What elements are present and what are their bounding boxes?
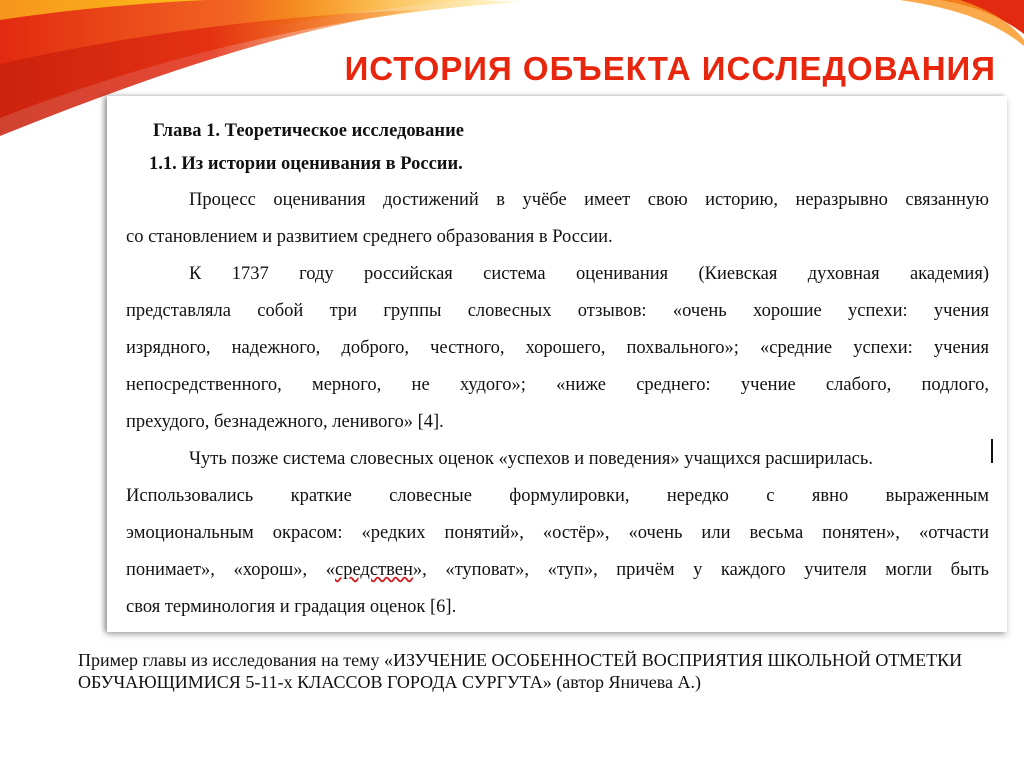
document-excerpt — [107, 96, 1007, 632]
paragraph-3-line-3: эмоциональным окрасом: «редких понятий», «остёр», «очень или весьма понятен», «отчасти — [126, 523, 989, 543]
misspelled-word: средствен — [334, 560, 413, 580]
paragraph-2-line-2: представляла собой три группы словесных отзывов: «очень хорошие успехи: учения — [126, 301, 989, 321]
paragraph-2-line-3: изрядного, надежного, доброго, честного, хорошего, похвального»; «средние успехи: учения — [126, 338, 989, 358]
paragraph-3-line-4 — [126, 552, 989, 589]
paragraph-2-line-1: К 1737 году российская система оценивания (Киевская духовная академия) — [189, 264, 989, 284]
paragraph-3-line-2: Использовались краткие словесные формулировки, нередко с явно выраженным — [126, 486, 989, 506]
paragraph-2-line-5: прехудого, безнадежного, ленивого» [4]. — [126, 412, 444, 432]
text-cursor — [991, 439, 993, 463]
paragraph-3-line-5: своя терминология и градация оценок [6]. — [126, 597, 457, 617]
paragraph-2-line-4: непосредственного, мерного, не худого»; «ниже среднего: учение слабого, подлого, — [126, 375, 989, 395]
paragraph-1-line-1: Процесс оценивания достижений в учёбе имеет свою историю, неразрывно связанную — [189, 190, 989, 210]
slide-title: ИСТОРИЯ ОБЪЕКТА ИССЛЕДОВАНИЯ — [344, 50, 996, 87]
paragraph-1-line-2: со становлением и развитием среднего образования в России. — [126, 227, 613, 247]
section-heading: 1.1. Из истории оценивания в России. — [149, 154, 463, 174]
caption: Пример главы из исследования на тему «ИЗУЧЕНИЕ ОСОБЕННОСТЕЙ ВОСПРИЯТИЯ ШКОЛЬНОЙ ОТМЕТКИ ОБУЧАЮЩИМИСЯ 5-11-х КЛАССОВ ГОРОДА СУРГУТА» (автор Яничева А.) — [78, 650, 963, 692]
paragraph-3-line-1: Чуть позже система словесных оценок «успехов и поведения» учащихся расширилась. — [189, 449, 873, 469]
line-4-start: понимает», «хорош», « — [126, 560, 335, 580]
chapter-heading: Глава 1. Теоретическое исследование — [153, 121, 464, 141]
line-4-end: », «туповат», «туп», причём у каждого учителя могли быть — [412, 560, 989, 580]
